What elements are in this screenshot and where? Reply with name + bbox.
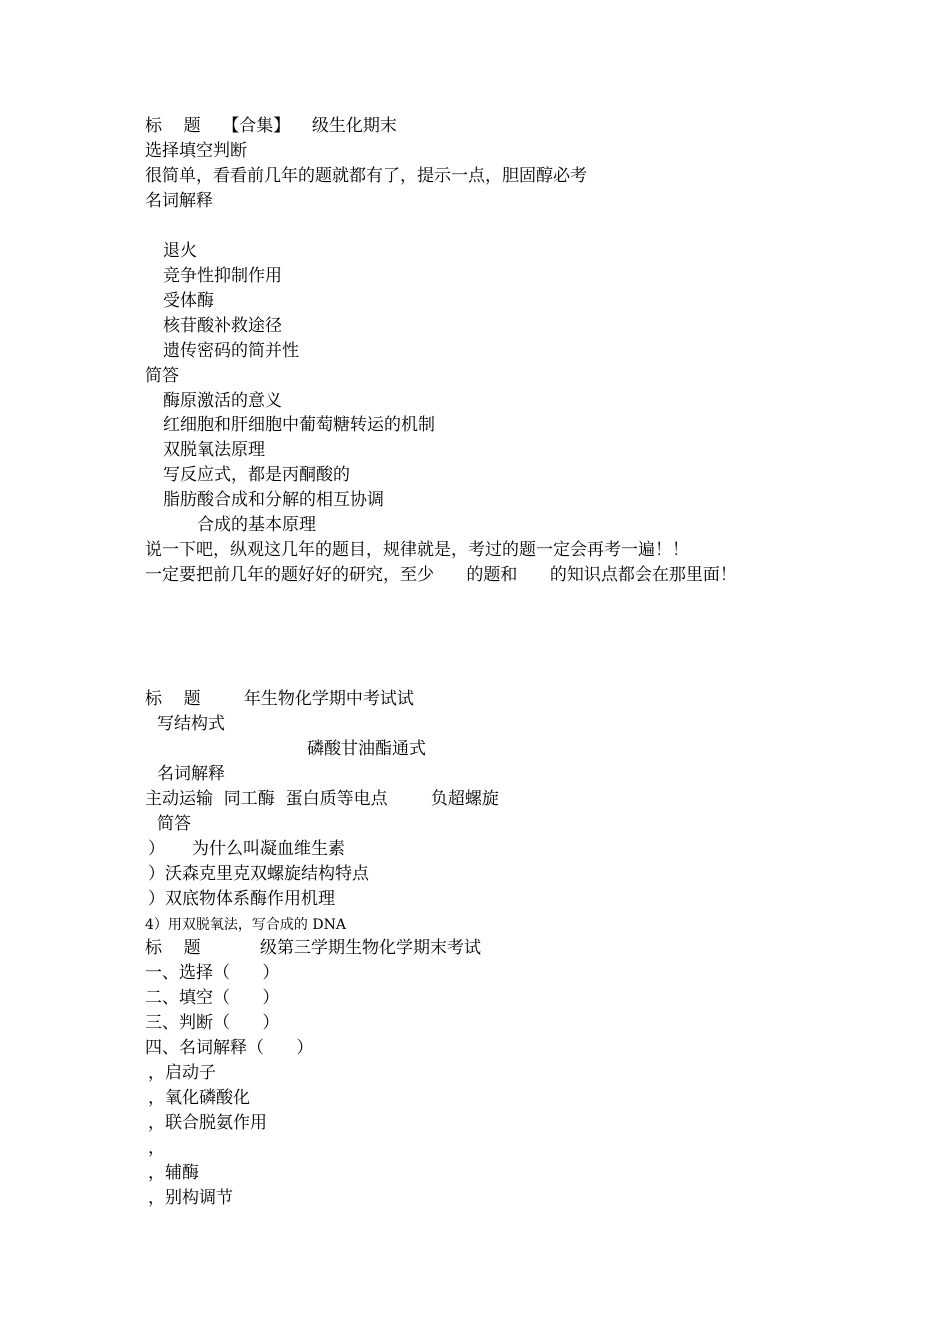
- term-item: 受体酶: [163, 291, 214, 311]
- section3-item: ，氧化磷酸化: [148, 1088, 250, 1108]
- question-item: 合成的基本原理: [197, 515, 316, 535]
- section1-line-4: 简答: [145, 366, 179, 386]
- section2-line-2: 磷酸甘油酯通式: [307, 739, 426, 759]
- section2-question-3: ）双底物体系酶作用机理: [148, 889, 335, 909]
- section3-title: 标 题 级第三学期生物化学期末考试: [145, 938, 482, 958]
- term-item: 遗传密码的简并性: [163, 341, 299, 361]
- section2-line-5: 简答: [157, 814, 191, 834]
- question-item: 脂肪酸合成和分解的相互协调: [163, 490, 384, 510]
- section1-line-5: 说一下吧，纵观这几年的题目，规律就是，考过的题一定会再考一遍！！: [145, 540, 689, 560]
- section2-question-2: ）沃森克里克双螺旋结构特点: [148, 864, 369, 884]
- term-item: 退火: [163, 241, 197, 261]
- section3-part: 一、选择（ ）: [145, 963, 280, 983]
- section2-line-4: 主动运输 同工酶 蛋白质等电点 负超螺旋: [145, 789, 499, 809]
- section1-line-1: 选择填空判断: [145, 141, 247, 161]
- section3-item: ，别构调节: [148, 1188, 233, 1208]
- term-item: 核苷酸补救途径: [163, 316, 282, 336]
- question-item: 双脱氧法原理: [163, 440, 265, 460]
- section3-part: 三、判断（ ）: [145, 1013, 280, 1033]
- section1-line-2: 很简单，看看前几年的题就都有了，提示一点，胆固醇必考: [145, 166, 587, 186]
- section1-line-6: 一定要把前几年的题好好的研究，至少 的题和 的知识点都会在那里面！: [145, 565, 737, 585]
- section3-part: 四、名词解释（ ）: [145, 1038, 314, 1058]
- section2-question-4: 4）用双脱氧法，写合成的 DNA: [145, 917, 346, 933]
- section3-item: ，辅酶: [148, 1163, 199, 1183]
- question-item: 红细胞和肝细胞中葡萄糖转运的机制: [163, 415, 435, 435]
- section1-line-3: 名词解释: [145, 191, 213, 211]
- section3-part: 二、填空（ ）: [145, 988, 280, 1008]
- term-item: 竞争性抑制作用: [163, 266, 282, 286]
- question-item: 写反应式，都是丙酮酸的: [163, 465, 350, 485]
- section2-title: 标 题 年生物化学期中考试试: [145, 689, 414, 709]
- section3-item: ，启动子: [148, 1063, 216, 1083]
- question-item: 酶原激活的意义: [163, 391, 282, 411]
- section2-line-3: 名词解释: [157, 764, 225, 784]
- section3-item: ，联合脱氨作用: [148, 1113, 267, 1133]
- section1-title: 标 题 【合集】 级生化期末: [145, 116, 397, 136]
- section2-line-1: 写结构式: [157, 714, 225, 734]
- section2-question-1: ） 为什么叫凝血维生素: [148, 839, 346, 859]
- section3-item: ，: [148, 1138, 165, 1158]
